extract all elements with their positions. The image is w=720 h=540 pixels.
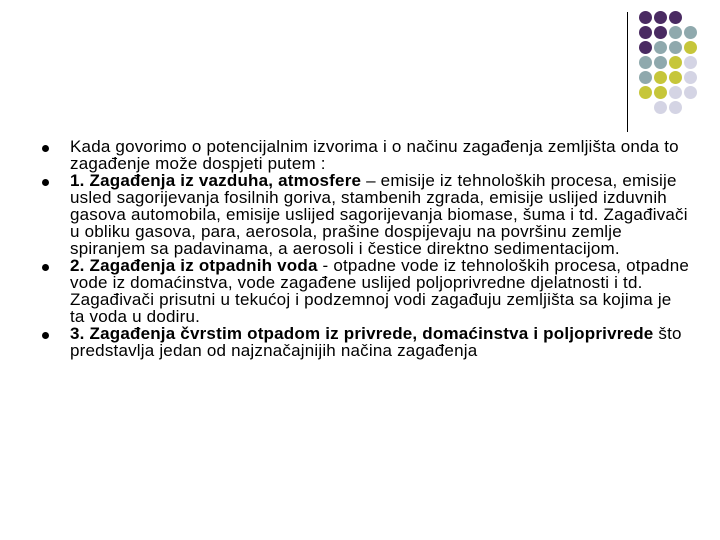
decorative-dot: [639, 41, 652, 54]
decorative-dot: [654, 86, 667, 99]
decorative-dot: [639, 86, 652, 99]
bullet-bold-text: 2. Zagađenja iz otpadnih voda: [70, 256, 318, 275]
bullet-text: što predstavlja jedan od najznačajnijih načina zagađenja: [70, 324, 682, 360]
bullet-item-solid-waste-pollution: [40, 325, 690, 359]
decorative-dot: [669, 56, 682, 69]
decorative-dot: [654, 71, 667, 84]
bullet-text: Kada govorimo o potencijalnim izvorima i o načinu zagađenja zemljišta onda to zagađenje može dospjeti putem :: [70, 137, 679, 173]
decorative-dot: [654, 101, 667, 114]
decorative-dot: [639, 71, 652, 84]
slide-content: [40, 138, 690, 359]
decorative-dot-grid: [639, 11, 698, 115]
bullet-bold-text: 3. Zagađenja čvrstim otpadom iz privrede, domaćinstva i poljoprivrede: [70, 324, 654, 343]
decorative-dot: [684, 26, 697, 39]
bullet-item-air-pollution: [40, 172, 690, 257]
decorative-dot: [684, 86, 697, 99]
decorative-dot: [669, 11, 682, 24]
decorative-dot: [639, 11, 652, 24]
decorative-dot: [684, 71, 697, 84]
decorative-dot: [654, 56, 667, 69]
decorative-dot: [669, 26, 682, 39]
decorative-dot: [669, 101, 682, 114]
decorative-dot: [669, 86, 682, 99]
decorative-dot: [639, 56, 652, 69]
bullet-text: – emisije iz tehnoloških procesa, emisije usled sagorijevanja fosilnih goriva, stambenih zgrada, emisije uslijed izduvnih gasova automobila, emisije uslijed sagorijevanja biomase, šuma i td. Zagađivači u obliku gasova, para, aerosola, prašine dospijevaju na površinu zemlje spiranjem sa padavinama, a aerosoli i čestice direktno sedimentacijom.: [70, 171, 688, 258]
decorative-dot: [684, 56, 697, 69]
decorative-dot: [669, 71, 682, 84]
bullet-item-wastewater-pollution: [40, 257, 690, 325]
decorative-divider-line: [627, 12, 628, 132]
bullet-list: [40, 138, 690, 359]
decorative-dot: [669, 41, 682, 54]
bullet-item-intro: [40, 138, 690, 172]
decorative-dot: [684, 101, 697, 114]
decorative-dot: [684, 41, 697, 54]
bullet-text: - otpadne vode iz tehnoloških procesa, otpadne vode iz domaćinstva, vode zagađene uslijed poljoprivredne djelatnosti i td. Zagađivači prisutni u tekućoj i podzemnoj vodi zagađuju zemljišta sa kojima je ta voda u dodiru.: [70, 256, 689, 326]
decorative-dot: [639, 26, 652, 39]
bullet-bold-text: 1. Zagađenja iz vazduha, atmosfere: [70, 171, 362, 190]
decorative-dot: [684, 11, 697, 24]
decorative-dot: [654, 26, 667, 39]
decorative-dot: [654, 41, 667, 54]
decorative-dot: [639, 101, 652, 114]
decorative-dot: [654, 11, 667, 24]
